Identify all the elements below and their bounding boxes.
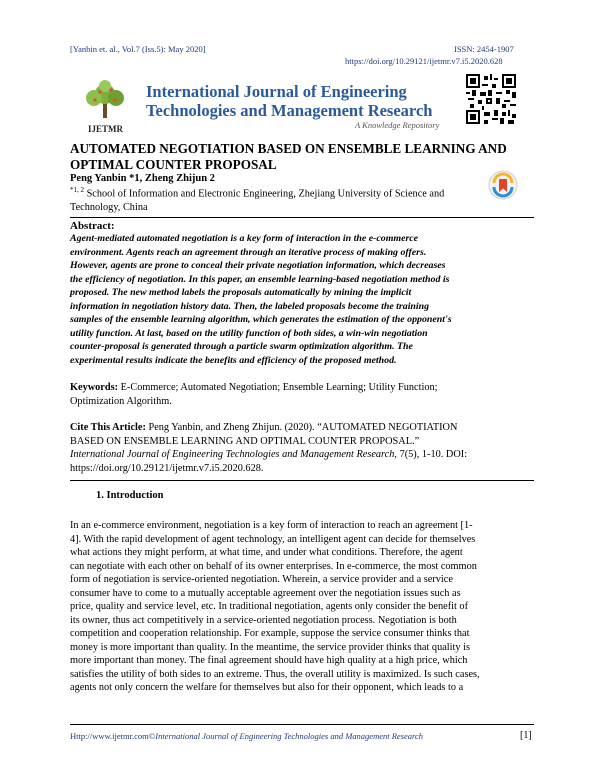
doi-link[interactable]: https://doi.org/10.29121/ijetmr.v7.i5.2020.628 [345,56,503,66]
section-divider [70,480,534,481]
check-for-updates-icon[interactable] [488,170,518,200]
footer-url-link[interactable]: Http://www.ijetmr.com [70,731,149,741]
journal-title: International Journal of Engineering Technologies and Management Research [146,82,433,120]
journal-logo-label: IJETMR [88,124,124,134]
qr-code-icon [466,74,516,124]
page-number: [1] [520,730,532,741]
abstract-body: Agent-mediated automated negotiation is a key form of interaction in the e-commerce environment. Agents reach an agreement through an iterative process of making offers. However, agents are prone to conceal their private negotiation information, which decreases the efficiency of negotiation. In this paper, an ensemble learning-based negotiation method is proposed. The new method labels the proposals automatically by mining the implicit information in negotiation history data. Then, the labeled proposals become the training samples of the ensemble learning algorithm, which generates the estimation of the opponent's utility function. At last, based on the utility function of both sides, a win-win negotiation counter-proposal is generated through a particle swarm optimization algorithm. The experimental results indicate the benefits and efficiency of the proposed method. [70,233,452,366]
footer-journal: Http://www.ijetmr.com©International Journal of Engineering Technologies and Management Research [70,731,424,741]
running-header-citation: [Yanbin et. al., Vol.7 (Iss.5): May 2020] [70,44,206,54]
journal-tagline: A Knowledge Repository [355,120,440,130]
abstract-heading: Abstract: [70,220,115,232]
citation-block: Cite This Article: Peng Yanbin, and Zheng Zhijun. (2020). “AUTOMATED NEGOTIATION BASED ON ENSEMBLE LEARNING AND OPTIMAL COUNTER PROPOSAL.” International Journal of Engineering Technologies and Management Research, 7(5), 1-10. DOI: https://doi.org/10.29121/ijetmr.v7.i5.2020.628. [70,421,534,475]
article-authors: Peng Yanbin *1, Zheng Zhijun 2 [70,173,215,184]
issn: ISSN: 2454-1907 [454,44,514,54]
section-divider [70,217,534,218]
article-affiliation: $^{*1, 2}$ School of Information and Electronic Engineering, Zhejiang University of Science and Technology, China [70,186,445,213]
article-title: AUTOMATED NEGOTIATION BASED ON ENSEMBLE LEARNING AND OPTIMAL COUNTER PROPOSAL [70,141,507,172]
citation-doi-link[interactable]: https://doi.org/10.29121/ijetmr.v7.i5.2020.628. [70,462,264,474]
keywords: Keywords: E-Commerce; Automated Negotiation; Ensemble Learning; Utility Function; Optimization Algorithm. [70,382,438,407]
footer-divider [70,724,534,725]
journal-logo-icon [80,80,130,120]
introduction-body: In an e-commerce environment, negotiation is a key form of interaction to reach an agreement [1- 4]. With the rapid development of agent technology, an intelligent agent can decide for themselves what actions they might perform, at what time, and under what conditions. Therefore, the agent can negotiate with each other on behalf of its owner enterprises. In e-commerce, the most common form of negotiation is service-oriented negotiation. Wherein, a service provider and a service consumer have to come to a mutually acceptable agreement over the negotiation issues such as price, quality and service level, etc. In traditional negotiation, agents only consider the benefit of its owner, thus act competitively in a service-oriented negotiation process. Negotiation is both competition and cooperation relationship. For example, suppose the service consumer thinks that money is more important than quality. In the meantime, the service provider thinks that quality is more important than money. The final agreement should have high quality at a high price, which satisfies the utility of both sides to an extreme. Thus, the overall utility is maximized. Is such cases, agents not only concern the welfare for themselves but also for their opponent, which leads to a [70,520,480,693]
section-heading-introduction: 1. Introduction [96,490,164,501]
